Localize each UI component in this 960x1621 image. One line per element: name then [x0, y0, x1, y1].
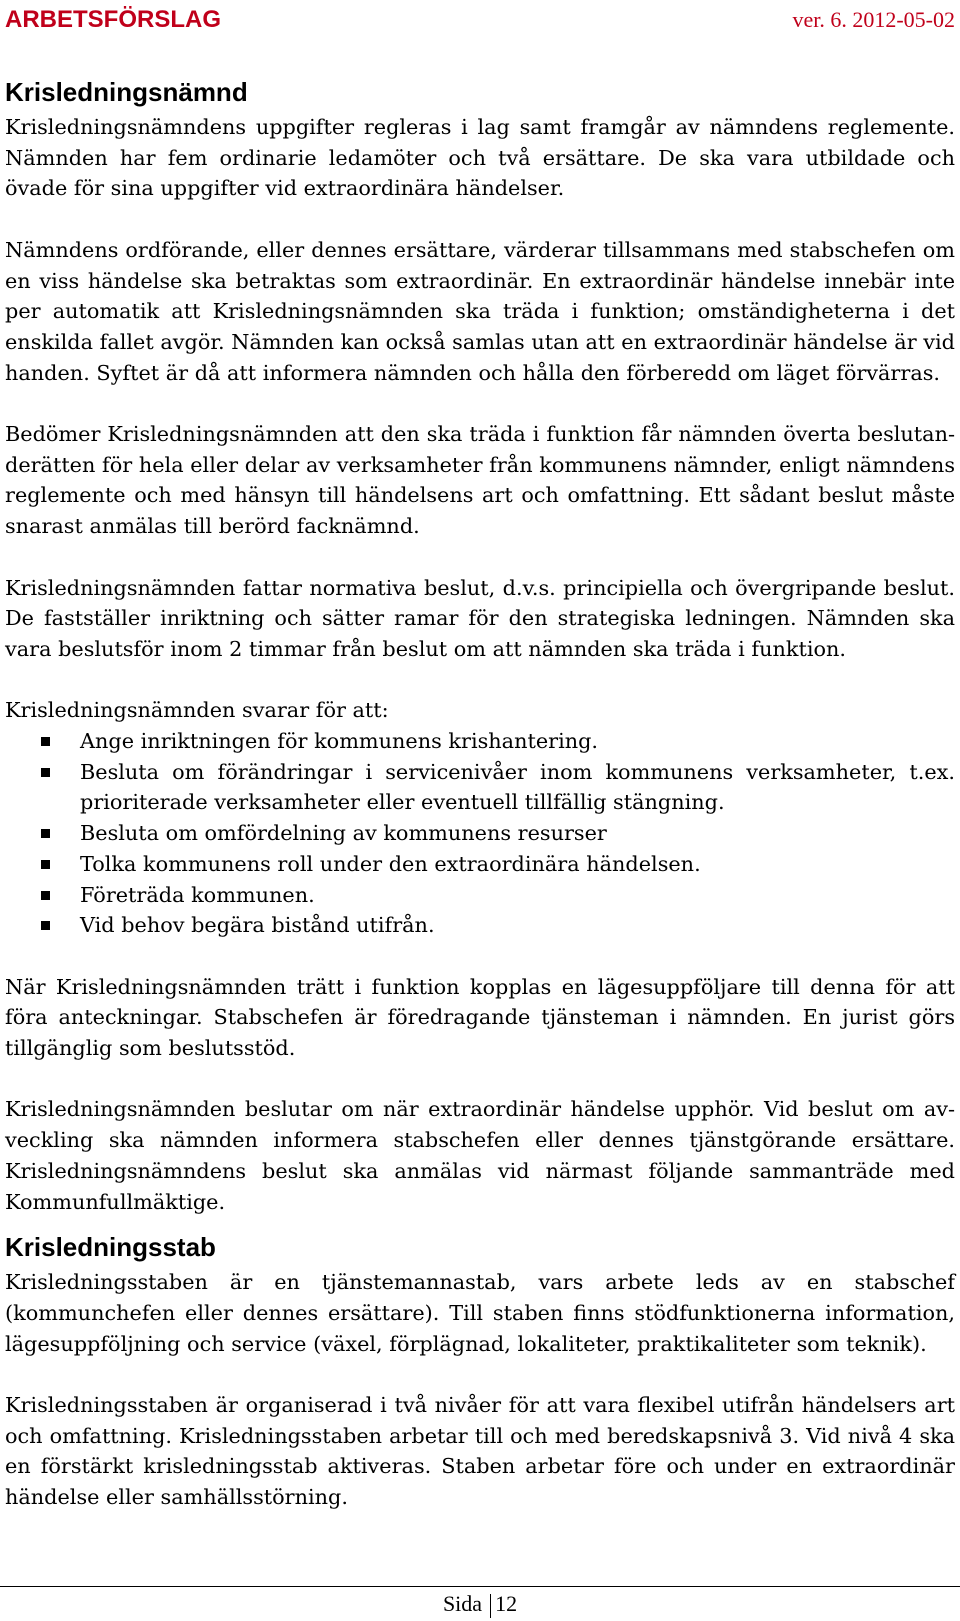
list-item-text: Besluta om omfördelning av kommunens resurser: [80, 821, 607, 846]
list-item: [5, 757, 955, 818]
section-heading-krisledningsnamnd: Krisledningsnämnd: [5, 77, 248, 107]
bullet-square-icon: [41, 829, 50, 838]
page-header: [5, 4, 955, 36]
paragraph: Krisledningsstaben är en tjänstemannastab, vars arbete leds av en stabschef (kommunchefen eller dennes ersättare). Till staben finns stödfunktionerna information, lägesuppföljning och service (växel, förplägnad, lokaliteter, praktikaliteter som teknik).: [5, 1270, 955, 1356]
list-item: [5, 849, 955, 880]
list-item: [5, 880, 955, 911]
document-body: [5, 72, 955, 1544]
page-footer: [0, 1588, 960, 1620]
list-item-text: Företräda kommunen.: [80, 882, 315, 907]
list-item: [5, 818, 955, 849]
footer-divider: [0, 1586, 960, 1587]
bullet-square-icon: [41, 891, 50, 900]
list-item-text: Besluta om förändringar i servicenivåer inom kommunens verksamheter, t.ex. prioriterade verksamheter eller eventuell tillfällig stängning.: [80, 759, 955, 815]
version-date: ver. 6. 2012-05-02: [792, 7, 955, 32]
paragraph: Krisledningsnämnden fattar normativa beslut, d.v.s. principiella och övergripande beslut. De fastställer inriktning och sätter ramar för den strategiska ledningen. Nämnden ska vara beslutsför inom 2 timmar från beslut om att nämnden ska träda i funktion.: [5, 575, 955, 661]
paragraph: Krisledningsnämndens uppgifter regleras i lag samt framgår av nämndens reglemente. Nämnden har fem ordinarie ledamöter och två ersättare. De ska vara utbildade och övade för sina uppgifter vid extraordinära händelser.: [5, 115, 955, 201]
bullet-square-icon: [41, 860, 50, 869]
paragraph: Nämndens ordförande, eller dennes ersättare, värderar tillsammans med stabschefen om en viss händelse ska betraktas som extraordinär. En extraordinär händelse innebär inte per automatik att Krisledningsnämnden ska träda i funktion; omständigheterna i det enskilda fallet avgör. Nämnden kan också samlas utan att en extraordinär händelse är vid handen. Syftet är då att informera nämnden och hålla den förberedd om läget förvärras.: [5, 237, 955, 385]
paragraph: Krisledningsstaben är organiserad i två nivåer för att vara flexibel utifrån händelsers art och omfattning. Krisledningsstaben arbetar till och med beredskapsnivå 3. Vid nivå 4 ska en förstärkt krisledningsstab aktiveras. Staben arbetar före och under en extraordinär händelse eller samhällsstörning.: [5, 1393, 955, 1510]
list-item: [5, 910, 955, 941]
paragraph: När Krisledningsnämnden trätt i funktion kopplas en lägesuppföljare till denna för att föra anteckningar. Stabschefen är föredragande tjänsteman i nämnden. En jurist görs tillgänglig som beslutsstöd.: [5, 974, 955, 1061]
paragraph: Bedömer Krisledningsnämnden att den ska träda i funktion får nämnden överta beslutanderätten för hela eller delar av verksamheter från kommunens nämnder, enligt nämndens reglemente och med hänsyn till händelsens art och omfattning. Ett sådant beslut måste snarast anmälas till berörd facknämnd.: [5, 422, 955, 539]
responsibility-list: [5, 726, 955, 941]
list-item-text: Ange inriktningen för kommunens krishantering.: [80, 729, 599, 753]
draft-label: ARBETSFÖRSLAG: [5, 6, 221, 33]
bullet-square-icon: [41, 737, 50, 746]
list-intro: Krisledningsnämnden svarar för att:: [5, 698, 389, 723]
paragraph: Krisledningsnämnden beslutar om när extraordinär händelse upphör. Vid beslut om avveckling ska nämnden informera stabschefen eller dennes tjänstgörande ersättare. Krisledningsnämndens beslut ska anmälas vid närmast följande sammanträde med Kommunfullmäktige.: [5, 1097, 955, 1214]
section-heading-krisledningsstab: Krisledningsstab: [5, 1232, 216, 1263]
page-number: 12: [495, 1591, 518, 1616]
bullet-square-icon: [41, 768, 50, 777]
list-item-text: Vid behov begära bistånd utifrån.: [80, 913, 435, 938]
bullet-square-icon: [41, 921, 50, 930]
list-item-text: Tolka kommunens roll under den extraordinära händelsen.: [80, 851, 701, 876]
page-number-separator: [490, 1594, 491, 1618]
page-label: Sida: [442, 1591, 483, 1616]
list-item: [5, 726, 955, 757]
